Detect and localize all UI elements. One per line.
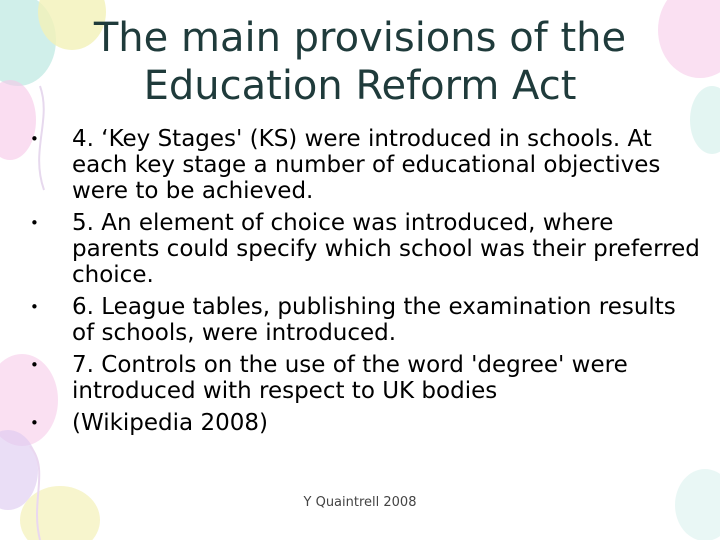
bullet-icon: •	[30, 356, 39, 374]
bullet-text: 6. League tables, publishing the examination results of schools, were introduced.	[72, 294, 676, 346]
slide-title	[40, 14, 680, 110]
bullet-item	[30, 126, 700, 204]
slide-footer: Y Quaintrell 2008	[303, 495, 417, 510]
bullet-text: 4. ‘Key Stages' (KS) were introduced in schools. At each key stage a number of educational objectives were to be achieved.	[72, 126, 661, 204]
bullet-icon: •	[30, 214, 39, 232]
bullet-icon: •	[30, 298, 39, 316]
bullet-item	[30, 210, 700, 288]
bullet-list	[30, 126, 700, 442]
bullet-item	[30, 410, 700, 436]
bullet-text: (Wikipedia 2008)	[72, 410, 268, 436]
bullet-text: 5. An element of choice was introduced, where parents could specify which school was their preferred choice.	[72, 210, 700, 288]
title-line: Education Reform Act	[143, 63, 577, 109]
title-line: The main provisions of the	[93, 15, 627, 61]
bullet-item	[30, 294, 700, 346]
bullet-text: 7. Controls on the use of the word 'degree' were introduced with respect to UK bodies	[72, 352, 628, 404]
bullet-item	[30, 352, 700, 404]
bullet-icon: •	[30, 414, 39, 432]
bullet-icon: •	[30, 130, 39, 148]
